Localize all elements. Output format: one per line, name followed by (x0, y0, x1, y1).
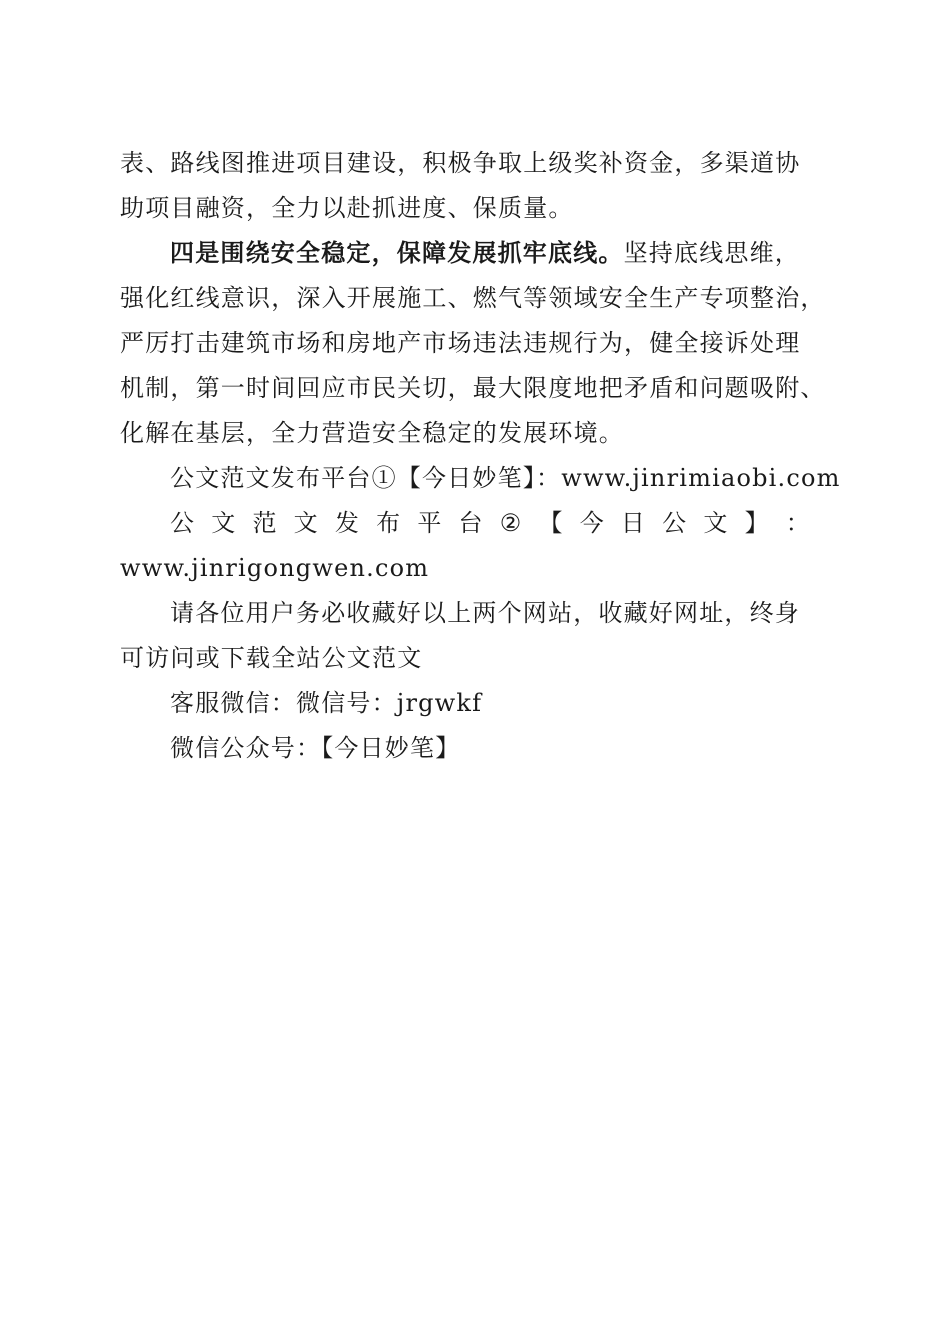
paragraph-line: 强化红线意识，深入开展施工、燃气等领域安全生产专项整治， (120, 284, 826, 312)
wechat-public-line: 微信公众号：【今日妙笔】 (170, 734, 461, 762)
platform-2-char: 公 (662, 509, 687, 537)
platform-2-char: 文 (211, 509, 236, 537)
platform-2-char: ： (785, 509, 810, 537)
platform-2-char: 公 (170, 509, 194, 537)
platform-2-char: 文 (703, 509, 728, 537)
notice-line: 可访问或下载全站公文范文 (120, 644, 423, 672)
paragraph-line (170, 238, 800, 268)
paragraph-text: 坚持底线思维， (623, 239, 801, 267)
paragraph-line: 机制，第一时间回应市民关切，最大限度地把矛盾和问题吸附、 (120, 374, 826, 402)
platform-2-char: 平 (417, 509, 442, 537)
platform-2-char: ② (499, 509, 522, 537)
platform-2-char: 】 (744, 509, 769, 537)
platform-1-line: 公文范文发布平台①【今日妙笔】：www.jinrimiaobi.com (170, 464, 841, 492)
platform-2-line (170, 508, 810, 538)
platform-2-char: 文 (293, 509, 318, 537)
paragraph-line: 化解在基层，全力营造安全稳定的发展环境。 (120, 419, 624, 447)
platform-2-char: 发 (334, 509, 359, 537)
notice-line: 请各位用户务必收藏好以上两个网站，收藏好网址，终身 (170, 599, 800, 627)
paragraph-line: 表、路线图推进项目建设，积极争取上级奖补资金，多渠道协 (120, 149, 801, 177)
section-heading: 四是围绕安全稳定，保障发展抓牢底线。 (170, 238, 624, 267)
paragraph-line: 助项目融资，全力以赴抓进度、保质量。 (120, 194, 574, 222)
platform-2-char: 日 (620, 509, 645, 537)
platform-2-char: 今 (579, 509, 604, 537)
platform-2-char: 【 (538, 509, 563, 537)
platform-2-char: 台 (458, 509, 483, 537)
paragraph-line: 严厉打击建筑市场和房地产市场违法违规行为，健全接诉处理 (120, 329, 801, 357)
wechat-service-line: 客服微信：微信号：jrgwkf (170, 689, 483, 717)
platform-2-char: 范 (252, 509, 277, 537)
platform-2-url: www.jinrigongwen.com (120, 554, 430, 582)
platform-2-char: 布 (376, 509, 401, 537)
